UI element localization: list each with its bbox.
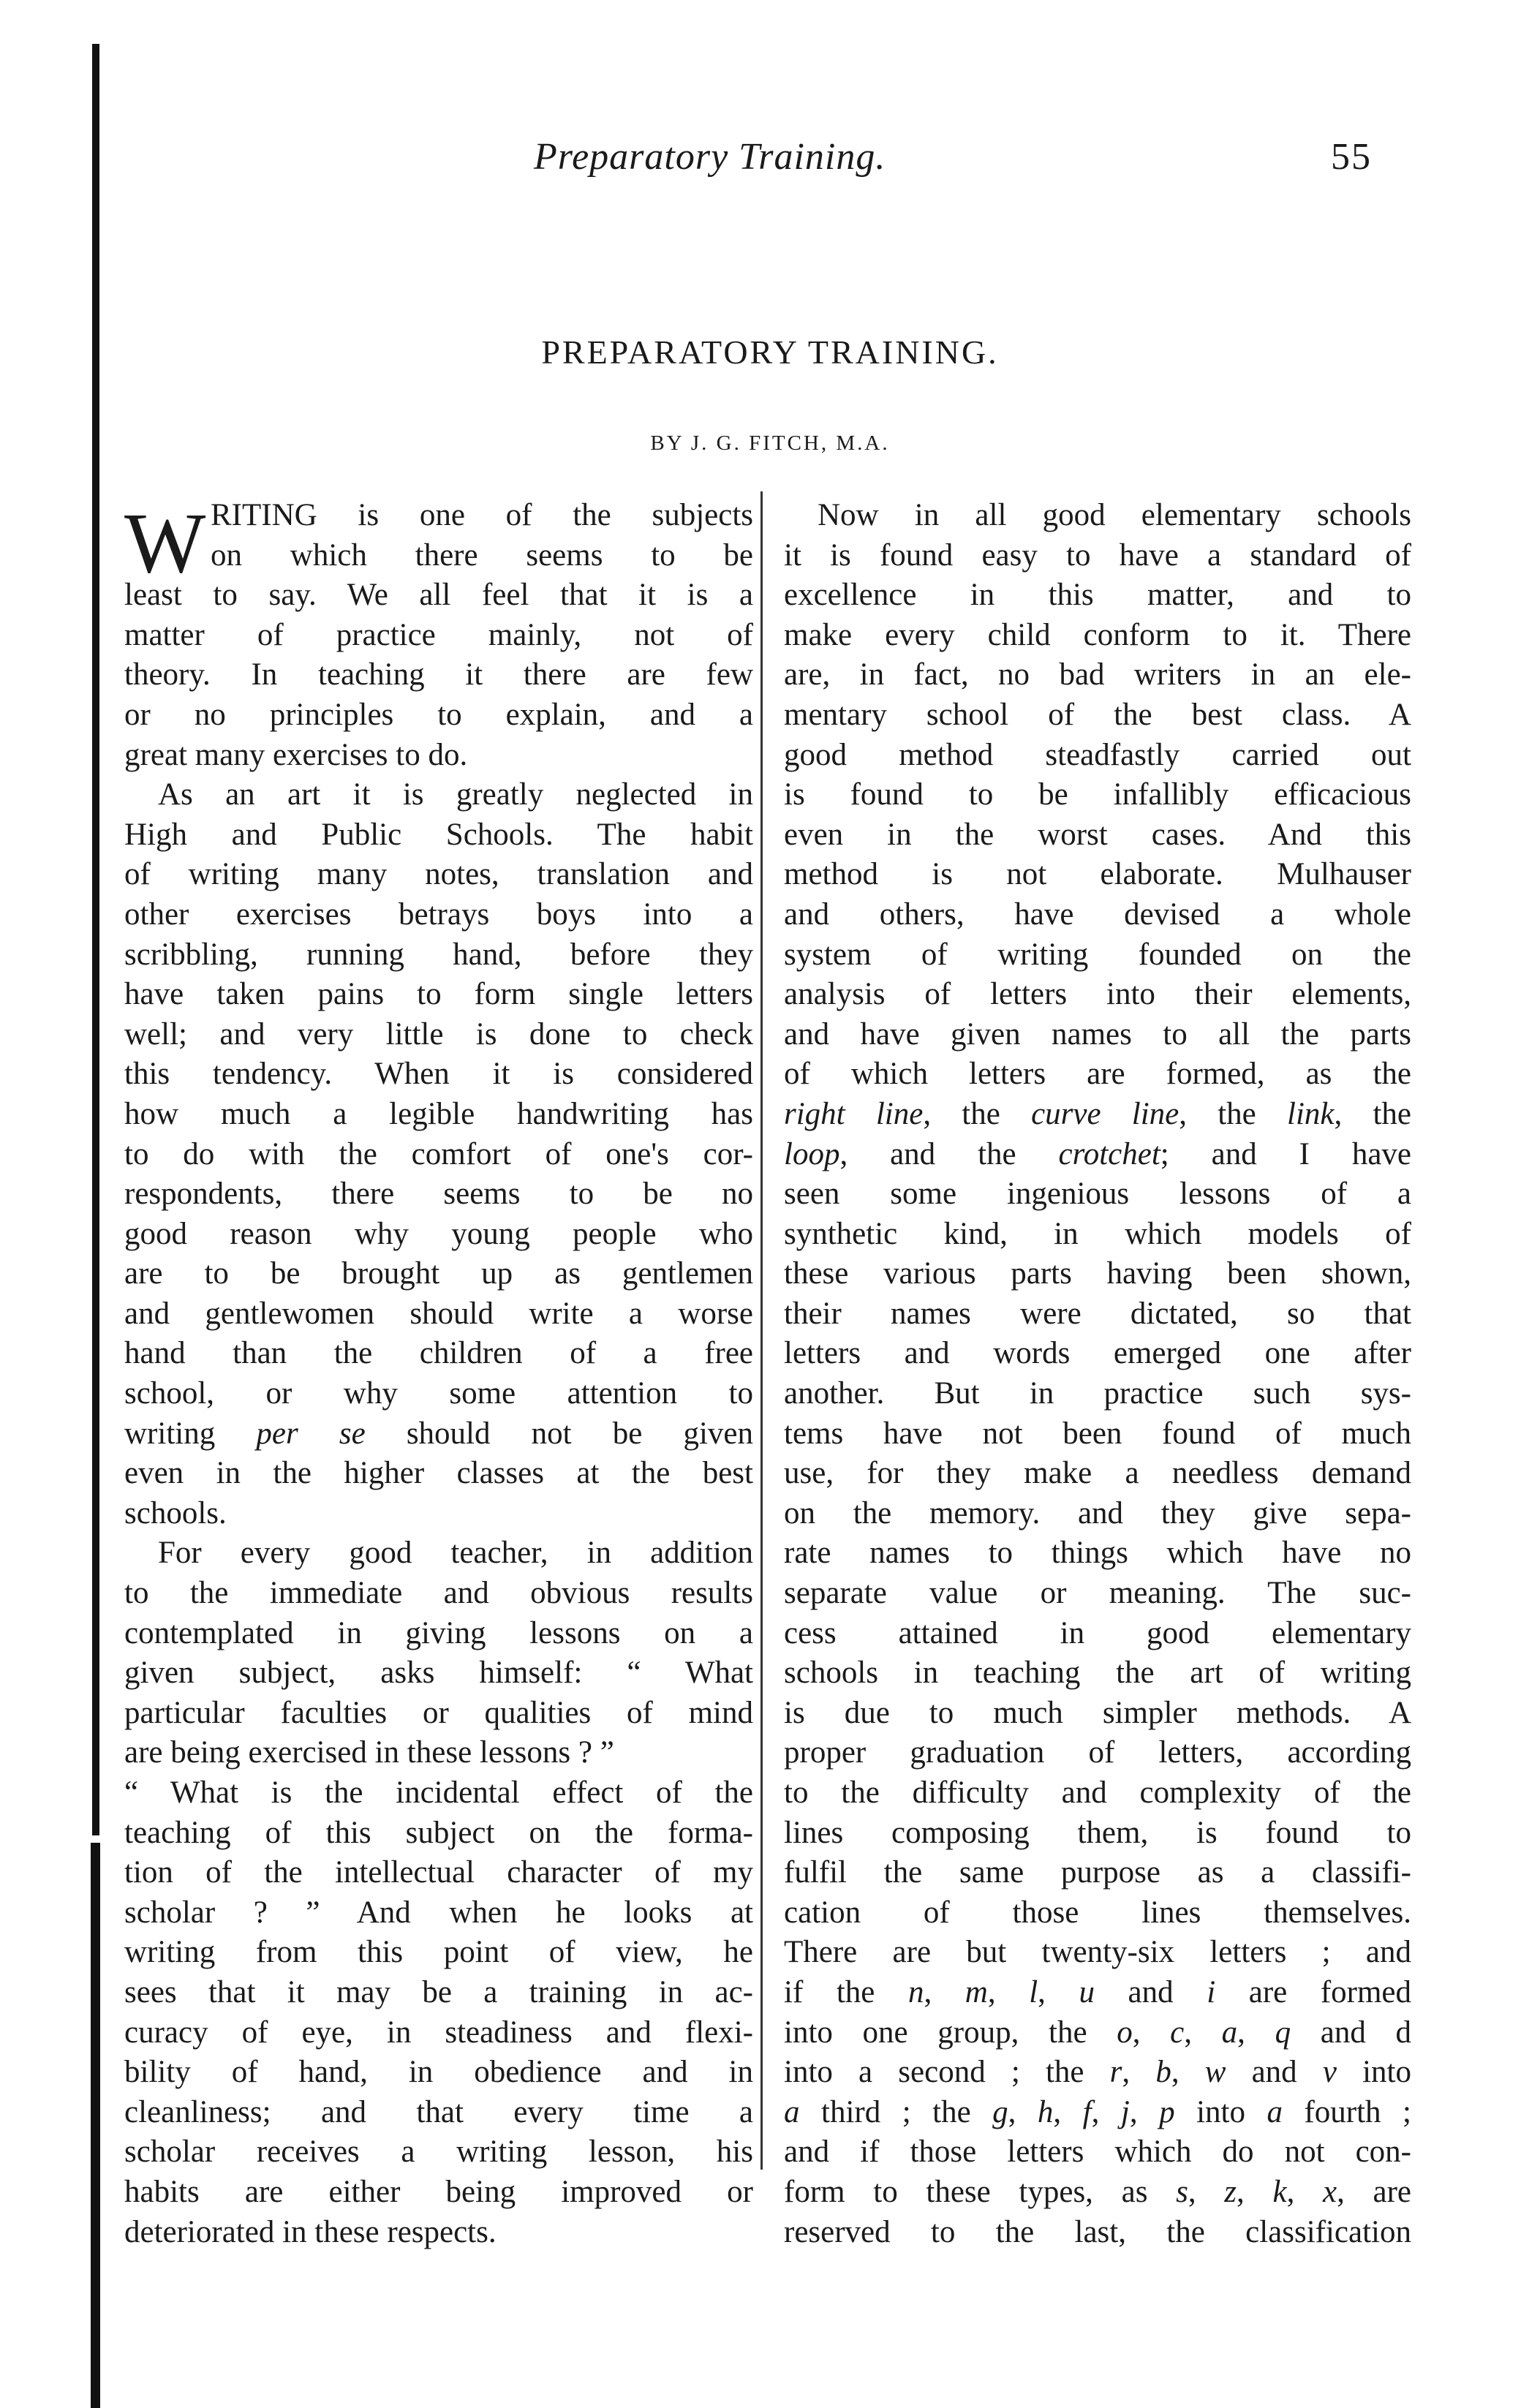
text-line: deteriorated in these respects. — [124, 2214, 497, 2249]
text-line: reserved to the last, the classification — [784, 2214, 1411, 2249]
text-line: contemplated in giving lessons on a — [124, 1615, 753, 1650]
text-line: and if those letters which do not con- — [784, 2135, 1411, 2170]
text-line: another. But in practice such sys- — [784, 1376, 1411, 1411]
text-line: system of writing founded on the — [784, 937, 1411, 972]
text-line: Now in all good elementary schools — [818, 498, 1411, 532]
text-line: scholar receives a writing lesson, his — [124, 2135, 753, 2170]
text-line: on which there seems to be — [211, 537, 753, 573]
text-line: method is not elaborate. Mulhauser — [784, 857, 1411, 892]
text-line: are being exercised in these lessons ? ” — [124, 1735, 614, 1770]
text-line: bility of hand, in obedience and in — [124, 2055, 753, 2090]
text-line: lines composing them, is found to — [784, 1815, 1411, 1850]
text-line: have taken pains to form single letters — [124, 977, 753, 1012]
text-line: right line, the curve line, the link, the — [784, 1096, 1411, 1131]
page-number: 55 — [1331, 136, 1372, 178]
text-line: to the difficulty and complexity of the — [784, 1775, 1411, 1810]
text-line: As an art it is greatly neglected in — [158, 777, 753, 812]
text-line: given subject, asks himself: “ What — [124, 1656, 753, 1691]
text-line: analysis of letters into their elements, — [784, 977, 1411, 1012]
text-line: teaching of this subject on the forma- — [124, 1815, 753, 1850]
text-line: “ What is the incidental effect of the — [124, 1775, 753, 1810]
text-line: least to say. We all feel that it is a — [124, 578, 753, 613]
text-line: RITING is one of the subjects — [211, 498, 753, 532]
text-line: a third ; the g, h, f, j, p into a fourth ; — [784, 2094, 1411, 2129]
text-line: of which letters are formed, as the — [784, 1057, 1411, 1092]
text-line: writing per se should not be given — [124, 1416, 753, 1451]
text-line: school, or why some attention to — [124, 1376, 753, 1411]
text-line: good reason why young people who — [124, 1216, 753, 1251]
text-line: scribbling, running hand, before they — [124, 937, 753, 972]
text-line: habits are either being improved or — [124, 2174, 753, 2209]
text-line: loop, and the crotchet; and I have — [784, 1136, 1411, 1171]
running-title: Preparatory Training. — [534, 136, 886, 178]
text-line: form to these types, as s, z, k, x, are — [784, 2174, 1411, 2209]
text-line: For every good teacher, in addition — [158, 1536, 753, 1571]
text-line: is found to be infallibly efficacious — [784, 777, 1411, 812]
drop-cap: W — [124, 495, 206, 591]
text-line: respondents, there seems to be no — [124, 1177, 753, 1212]
text-line: There are but twenty-six letters ; and — [784, 1935, 1411, 1970]
text-line: sees that it may be a training in ac- — [124, 1974, 753, 2009]
text-line: fulfil the same purpose as a classifi- — [784, 1855, 1411, 1890]
text-line: to the immediate and obvious results — [124, 1576, 753, 1611]
right-column — [784, 496, 1411, 2252]
text-line: to do with the comfort of one's cor- — [124, 1136, 753, 1171]
page-edge-shadow-lower — [91, 1843, 100, 2408]
text-line: this tendency. When it is considered — [124, 1057, 753, 1092]
text-line: letters and words emerged one after — [784, 1336, 1411, 1371]
text-line: into one group, the o, c, a, q and d — [784, 2015, 1411, 2050]
text-line: and others, have devised a whole — [784, 897, 1411, 932]
running-head — [0, 135, 1540, 194]
text-line: other exercises betrays boys into a — [124, 897, 753, 932]
text-line: theory. In teaching it there are few — [124, 657, 753, 692]
text-line: on the memory. and they give sepa- — [784, 1495, 1411, 1531]
text-line: proper graduation of letters, according — [784, 1735, 1411, 1770]
text-line: High and Public Schools. The habit — [124, 817, 753, 852]
text-line: excellence in this matter, and to — [784, 578, 1411, 613]
byline: BY J. G. FITCH, M.A. — [650, 431, 890, 455]
text-line: rate names to things which have no — [784, 1536, 1411, 1571]
text-line: cess attained in good elementary — [784, 1615, 1411, 1650]
text-line: hand than the children of a free — [124, 1336, 753, 1371]
text-line: schools. — [124, 1495, 227, 1531]
text-line: great many exercises to do. — [124, 737, 468, 772]
text-line: into a second ; the r, b, w and v into — [784, 2055, 1411, 2090]
text-line: seen some ingenious lessons of a — [784, 1177, 1411, 1212]
text-line: cation of those lines themselves. — [784, 1895, 1411, 1930]
text-line: or no principles to explain, and a — [124, 697, 753, 732]
text-line: is due to much simpler methods. A — [784, 1695, 1411, 1730]
text-line: use, for they make a needless demand — [784, 1456, 1411, 1491]
text-line: writing from this point of view, he — [124, 1935, 753, 1970]
text-line: and gentlewomen should write a worse — [124, 1296, 753, 1331]
text-line: these various parts having been shown, — [784, 1256, 1411, 1291]
text-line: synthetic kind, in which models of — [784, 1216, 1411, 1251]
text-line: are to be brought up as gentlemen — [124, 1256, 753, 1291]
text-line: even in the worst cases. And this — [784, 817, 1411, 852]
text-line: make every child conform to it. There — [784, 617, 1411, 652]
text-line: separate value or meaning. The suc- — [784, 1576, 1411, 1611]
text-line: cleanliness; and that every time a — [124, 2094, 753, 2129]
text-line: tems have not been found of much — [784, 1416, 1411, 1451]
text-line: tion of the intellectual character of my — [124, 1855, 753, 1890]
page-edge-shadow — [92, 44, 99, 1835]
text-line: if the n, m, l, u and i are formed — [784, 1974, 1411, 2009]
text-line: their names were dictated, so that — [784, 1296, 1411, 1331]
text-line: even in the higher classes at the best — [124, 1456, 753, 1491]
left-column — [124, 496, 753, 2252]
text-line: it is found easy to have a standard of — [784, 537, 1411, 573]
text-line: well; and very little is done to check — [124, 1016, 753, 1052]
text-line: curacy of eye, in steadiness and flexi- — [124, 2015, 753, 2050]
article-title: PREPARATORY TRAINING. — [541, 333, 999, 371]
text-line: how much a legible handwriting has — [124, 1096, 753, 1131]
text-line: good method steadfastly carried out — [784, 737, 1411, 772]
text-line: are, in fact, no bad writers in an ele- — [784, 657, 1411, 692]
column-rule — [760, 491, 763, 2170]
text-line: and have given names to all the parts — [784, 1016, 1411, 1052]
text-line: particular faculties or qualities of mind — [124, 1695, 753, 1730]
text-line: schools in teaching the art of writing — [784, 1656, 1411, 1691]
text-line: matter of practice mainly, not of — [124, 617, 753, 652]
text-line: mentary school of the best class. A — [784, 697, 1411, 732]
text-line: of writing many notes, translation and — [124, 857, 753, 892]
text-line: scholar ? ” And when he looks at — [124, 1895, 753, 1930]
